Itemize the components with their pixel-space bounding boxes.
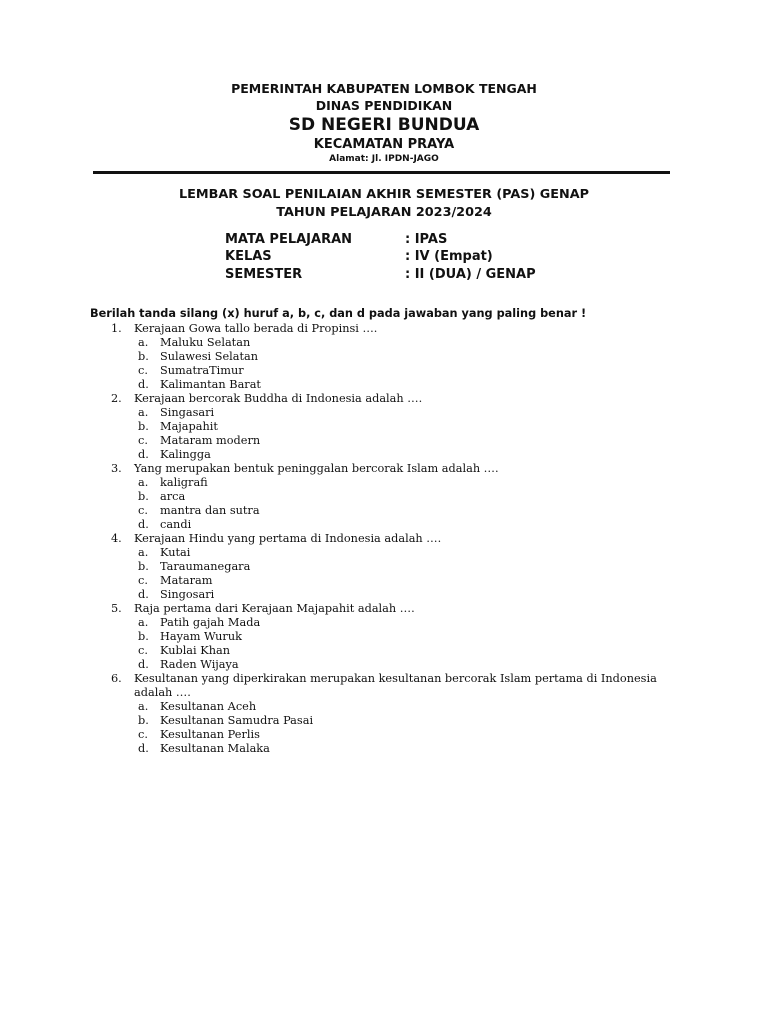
option-text: Kalimantan Barat — [160, 378, 261, 391]
option-text: arca — [160, 490, 186, 503]
option-text: Singosari — [160, 588, 215, 601]
option-text: Kesultanan Aceh — [160, 700, 257, 713]
answer-option — [0, 616, 768, 630]
option-letter: d. — [138, 658, 149, 671]
answer-option — [0, 588, 768, 602]
option-text: Kublai Khan — [160, 644, 230, 657]
question-text: Kerajaan Gowa tallo berada di Propinsi …. — [134, 322, 378, 335]
option-text: Kesultanan Malaka — [160, 742, 270, 755]
question-text: Raja pertama dari Kerajaan Majapahit adalah …. — [134, 602, 415, 615]
instruction-text: Berilah tanda silang (x) huruf a, b, c, dan d pada jawaban yang paling benar ! — [90, 307, 587, 320]
answer-option — [0, 434, 768, 448]
option-text: Kesultanan Perlis — [160, 728, 260, 741]
answer-option — [0, 728, 768, 742]
question-item — [0, 532, 768, 546]
option-letter: c. — [138, 728, 148, 741]
header-school-name: SD NEGERI BUNDUA — [288, 115, 480, 135]
option-letter: d. — [138, 378, 149, 391]
option-letter: d. — [138, 448, 149, 461]
option-text: Sulawesi Selatan — [160, 350, 259, 363]
answer-option — [0, 630, 768, 644]
header-government: PEMERINTAH KABUPATEN LOMBOK TENGAH — [231, 81, 537, 96]
option-text: Raden Wijaya — [160, 658, 239, 671]
option-text: Singasari — [160, 406, 215, 419]
option-letter: c. — [138, 434, 148, 447]
question-number: 6. — [111, 672, 122, 685]
option-letter: b. — [138, 350, 149, 363]
answer-option — [0, 700, 768, 714]
answer-option — [0, 574, 768, 588]
option-text: Kesultanan Samudra Pasai — [160, 714, 314, 727]
option-letter: d. — [138, 518, 149, 531]
option-text: kaligrafi — [160, 476, 208, 489]
answer-option — [0, 350, 768, 364]
question-text: Kerajaan Hindu yang pertama di Indonesia adalah …. — [134, 532, 442, 545]
option-text: Mataram — [160, 574, 213, 587]
academic-year: TAHUN PELAJARAN 2023/2024 — [276, 205, 492, 220]
answer-option — [0, 560, 768, 574]
header-address: Alamat: Jl. IPDN-JAGO — [329, 154, 439, 164]
question-list — [0, 322, 768, 756]
question-number: 1. — [111, 322, 122, 335]
option-text: Taraumanegara — [160, 560, 251, 573]
answer-option — [0, 420, 768, 434]
option-letter: a. — [138, 336, 149, 349]
option-letter: c. — [138, 504, 148, 517]
option-text: Patih gajah Mada — [160, 616, 261, 629]
answer-option — [0, 448, 768, 462]
answer-option — [0, 476, 768, 490]
answer-option — [0, 364, 768, 378]
option-letter: b. — [138, 630, 149, 643]
option-text: Majapahit — [160, 420, 218, 433]
header-divider — [93, 171, 670, 174]
option-letter: c. — [138, 644, 148, 657]
option-letter: c. — [138, 574, 148, 587]
answer-option — [0, 378, 768, 392]
question-item — [0, 462, 768, 476]
option-letter: a. — [138, 406, 149, 419]
option-text: Mataram modern — [160, 434, 261, 447]
option-text: Hayam Wuruk — [160, 630, 242, 643]
answer-option — [0, 644, 768, 658]
meta-label: MATA PELAJARAN — [225, 232, 353, 247]
question-text: Kesultanan yang diperkirakan merupakan kesultanan bercorak Islam pertama di Indonesia adalah …. — [134, 672, 657, 699]
answer-option — [0, 490, 768, 504]
answer-option — [0, 336, 768, 350]
option-letter: b. — [138, 420, 149, 433]
meta-label: KELAS — [225, 249, 272, 264]
option-text: Kutai — [160, 546, 191, 559]
option-letter: c. — [138, 364, 148, 377]
answer-option — [0, 406, 768, 420]
question-text: Kerajaan bercorak Buddha di Indonesia adalah …. — [134, 392, 423, 405]
meta-value: : IPAS — [405, 232, 448, 247]
option-letter: b. — [138, 714, 149, 727]
question-text: Yang merupakan bentuk peninggalan bercorak Islam adalah …. — [134, 462, 499, 475]
option-letter: a. — [138, 616, 149, 629]
option-letter: b. — [138, 490, 149, 503]
exam-title: LEMBAR SOAL PENILAIAN AKHIR SEMESTER (PAS) GENAP — [178, 187, 590, 202]
option-text: candi — [160, 518, 192, 531]
option-text: Kalingga — [160, 448, 211, 461]
answer-option — [0, 658, 768, 672]
meta-label: SEMESTER — [225, 267, 303, 282]
answer-option — [0, 714, 768, 728]
option-text: SumatraTimur — [160, 364, 244, 377]
header-district: KECAMATAN PRAYA — [313, 137, 455, 152]
option-text: Maluku Selatan — [160, 336, 251, 349]
question-number: 3. — [111, 462, 122, 475]
meta-value: : II (DUA) / GENAP — [405, 267, 536, 282]
option-letter: a. — [138, 700, 149, 713]
option-letter: d. — [138, 588, 149, 601]
option-text: mantra dan sutra — [160, 504, 260, 517]
answer-option — [0, 546, 768, 560]
option-letter: a. — [138, 546, 149, 559]
question-number: 4. — [111, 532, 122, 545]
answer-option — [0, 742, 768, 756]
question-item — [0, 672, 768, 700]
option-letter: b. — [138, 560, 149, 573]
question-number: 5. — [111, 602, 122, 615]
option-letter: d. — [138, 742, 149, 755]
question-item — [0, 392, 768, 406]
header-department: DINAS PENDIDIKAN — [315, 98, 453, 113]
question-item — [0, 602, 768, 616]
option-letter: a. — [138, 476, 149, 489]
meta-value: : IV (Empat) — [405, 249, 493, 264]
question-item — [0, 322, 768, 336]
answer-option — [0, 504, 768, 518]
answer-option — [0, 518, 768, 532]
question-number: 2. — [111, 392, 122, 405]
